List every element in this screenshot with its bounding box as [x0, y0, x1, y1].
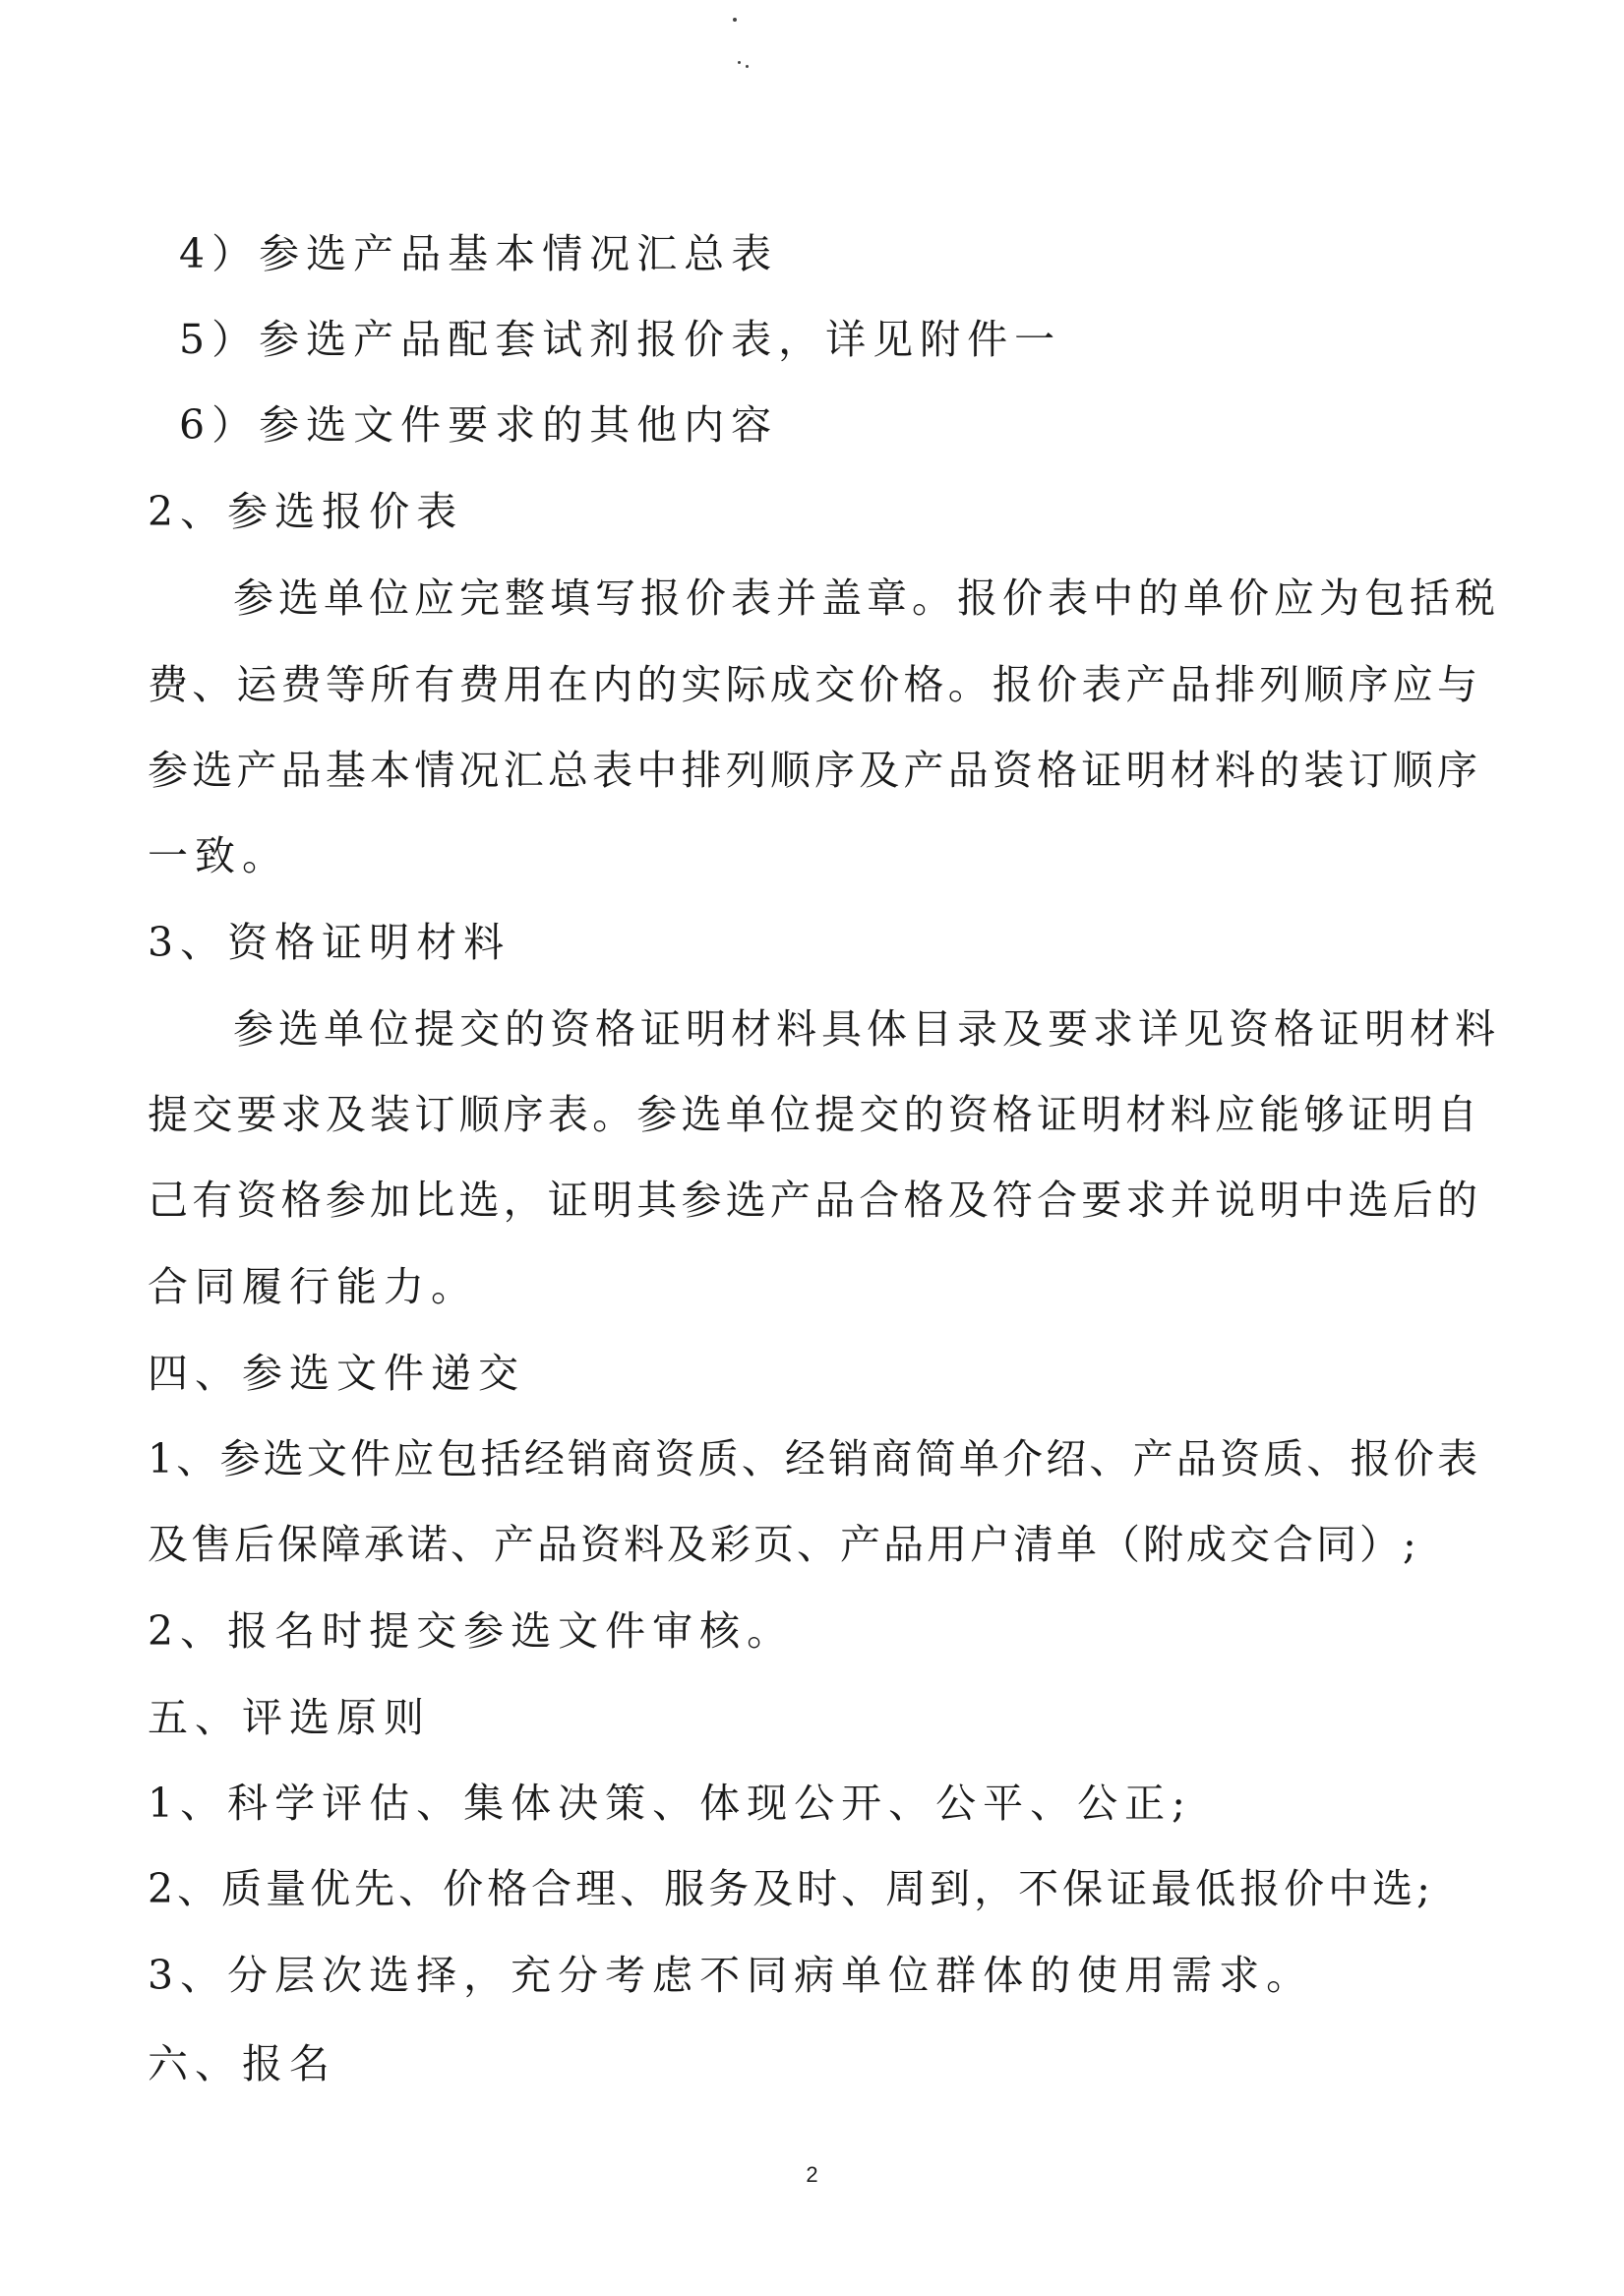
- scan-speck: [738, 61, 741, 64]
- paragraph-line: 提交要求及装订顺序表。参选单位提交的资格证明材料应能够证明自: [148, 1091, 1477, 1138]
- paragraph-line: 费、运费等所有费用在内的实际成交价格。报价表产品排列顺序应与: [148, 661, 1477, 708]
- paragraph-line: 参选产品基本情况汇总表中排列顺序及产品资格证明材料的装订顺序: [148, 747, 1477, 794]
- page-number: 2: [806, 2162, 818, 2187]
- paragraph-line: 参选单位应完整填写报价表并盖章。报价表中的单价应为包括税: [233, 574, 1500, 622]
- paragraph-line: 及售后保障承诺、产品资料及彩页、产品用户清单（附成交合同）;: [148, 1521, 1419, 1568]
- paragraph-line: 己有资格参加比选，证明其参选产品合格及符合要求并说明中选后的: [148, 1177, 1477, 1224]
- section-heading-quote-table: 2、参选报价表: [148, 488, 464, 535]
- paragraph-line: 2、质量优先、价格合理、服务及时、周到，不保证最低报价中选;: [148, 1865, 1434, 1912]
- section-heading-qualification: 3、资格证明材料: [148, 919, 511, 966]
- paragraph-line: 一致。: [148, 832, 289, 879]
- section-heading-principles: 五、评选原则: [148, 1694, 431, 1741]
- paragraph-line: 参选单位提交的资格证明材料具体目录及要求详见资格证明材料: [233, 1005, 1500, 1053]
- paragraph-line: 3、分层次选择，充分考虑不同病单位群体的使用需求。: [148, 1952, 1314, 1999]
- list-item-4: 4）参选产品基本情况汇总表: [179, 230, 779, 277]
- scan-speck: [746, 65, 749, 68]
- section-heading-registration: 六、报名: [148, 2040, 336, 2087]
- list-item-5: 5）参选产品配套试剂报价表，详见附件一: [179, 316, 1062, 363]
- paragraph-line: 2、报名时提交参选文件审核。: [148, 1607, 795, 1655]
- paragraph-line: 合同履行能力。: [148, 1263, 478, 1310]
- section-heading-submission: 四、参选文件递交: [148, 1350, 525, 1397]
- paragraph-line: 1、参选文件应包括经销商资质、经销商简单介绍、产品资质、报价表: [148, 1435, 1477, 1482]
- scan-speck: [733, 18, 737, 22]
- list-item-6: 6）参选文件要求的其他内容: [179, 401, 779, 449]
- paragraph-line: 1、科学评估、集体决策、体现公开、公平、公正;: [148, 1780, 1192, 1827]
